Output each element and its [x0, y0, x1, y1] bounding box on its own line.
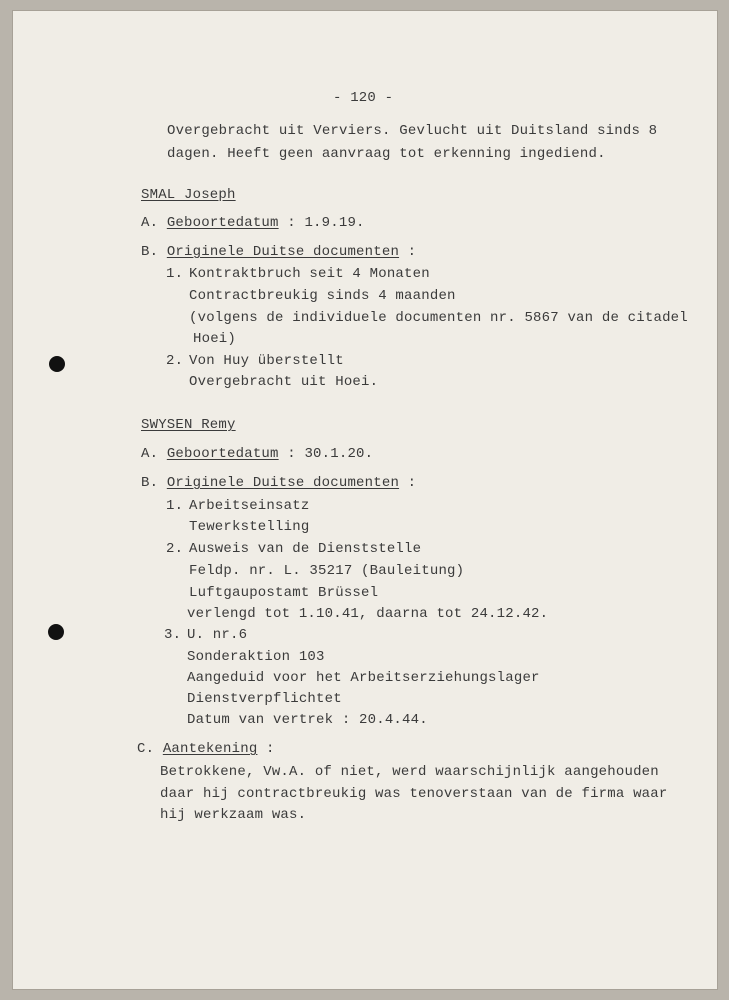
remarks-label: Aantekening: [162, 741, 258, 757]
documents-label: Originele Duitse documenten: [166, 475, 400, 491]
section-a-prefix: A.: [141, 446, 159, 462]
person-1-item-1-line-3: (volgens de individuele documenten nr. 5867 van de citadel: [189, 310, 688, 326]
birthdate-value: : 30.1.20.: [287, 446, 374, 462]
person-2-documents-heading: [141, 475, 416, 491]
remarks-colon: :: [266, 741, 275, 757]
person-1-name: SMAL Joseph: [141, 187, 236, 203]
documents-colon: :: [407, 244, 417, 260]
birthdate-label: Geboortedatum: [166, 446, 279, 462]
person-2-item-3-line-1: U. nr.6: [187, 627, 248, 643]
person-2-item-1-number: 1.: [166, 498, 184, 514]
person-2-item-3-line-3: Aangeduid voor het Arbeitserziehungslager: [187, 670, 540, 686]
intro-line-2: dagen. Heeft geen aanvraag tot erkenning ingediend.: [167, 146, 606, 162]
person-2-item-2-line-4: verlengd tot 1.10.41, daarna tot 24.12.42.: [187, 606, 549, 622]
intro-line-1: Overgebracht uit Verviers. Gevlucht uit Duitsland sinds 8: [167, 123, 658, 139]
person-1-item-1-line-4: Hoei): [193, 331, 237, 347]
person-2-item-2-line-1: Ausweis van de Dienststelle: [189, 541, 422, 557]
documents-colon: :: [407, 475, 417, 491]
person-2-item-2-line-3: Luftgaupostamt Brüssel: [189, 585, 379, 601]
remarks-line-2: daar hij contractbreukig was tenoverstaan van de firma waar: [160, 786, 668, 802]
person-2-item-1-line-1: Arbeitseinsatz: [189, 498, 310, 514]
remarks-line-1: Betrokkene, Vw.A. of niet, werd waarschijnlijk aangehouden: [160, 764, 659, 780]
person-1-item-1-number: 1.: [166, 266, 184, 282]
person-2-remarks-heading: [137, 741, 275, 757]
person-1-item-1-line-1: Kontraktbruch seit 4 Monaten: [189, 266, 430, 282]
person-2-name: SWYSEN Remy: [141, 417, 236, 433]
person-2-item-2-number: 2.: [166, 541, 184, 557]
person-1-documents-heading: [141, 244, 416, 260]
person-2-item-3-line-4: Dienstverpflichtet: [187, 691, 342, 707]
page-number: - 120 -: [333, 90, 394, 106]
person-1-item-2-line-2: Overgebracht uit Hoei.: [189, 374, 379, 390]
person-1-item-1-line-2: Contractbreukig sinds 4 maanden: [189, 288, 456, 304]
section-c-prefix: C.: [137, 741, 155, 757]
birthdate-value: : 1.9.19.: [287, 215, 365, 231]
person-2-item-3-line-2: Sonderaktion 103: [187, 649, 325, 665]
person-2-item-2-line-2: Feldp. nr. L. 35217 (Bauleitung): [189, 563, 465, 579]
punch-hole-upper: [49, 356, 65, 372]
person-1-item-2-line-1: Von Huy überstellt: [189, 353, 344, 369]
person-1-item-2-number: 2.: [166, 353, 184, 369]
remarks-line-3: hij werkzaam was.: [160, 807, 307, 823]
person-2-item-3-number: 3.: [164, 627, 182, 643]
punch-hole-lower: [48, 624, 64, 640]
person-2-item-1-line-2: Tewerkstelling: [189, 519, 310, 535]
section-b-prefix: B.: [141, 244, 159, 260]
person-2-item-3-line-5: Datum van vertrek : 20.4.44.: [187, 712, 428, 728]
birthdate-label: Geboortedatum: [166, 215, 279, 231]
documents-label: Originele Duitse documenten: [166, 244, 400, 260]
person-1-birthdate-row: [141, 215, 365, 231]
section-b-prefix: B.: [141, 475, 159, 491]
section-a-prefix: A.: [141, 215, 159, 231]
person-2-birthdate-row: [141, 446, 373, 462]
